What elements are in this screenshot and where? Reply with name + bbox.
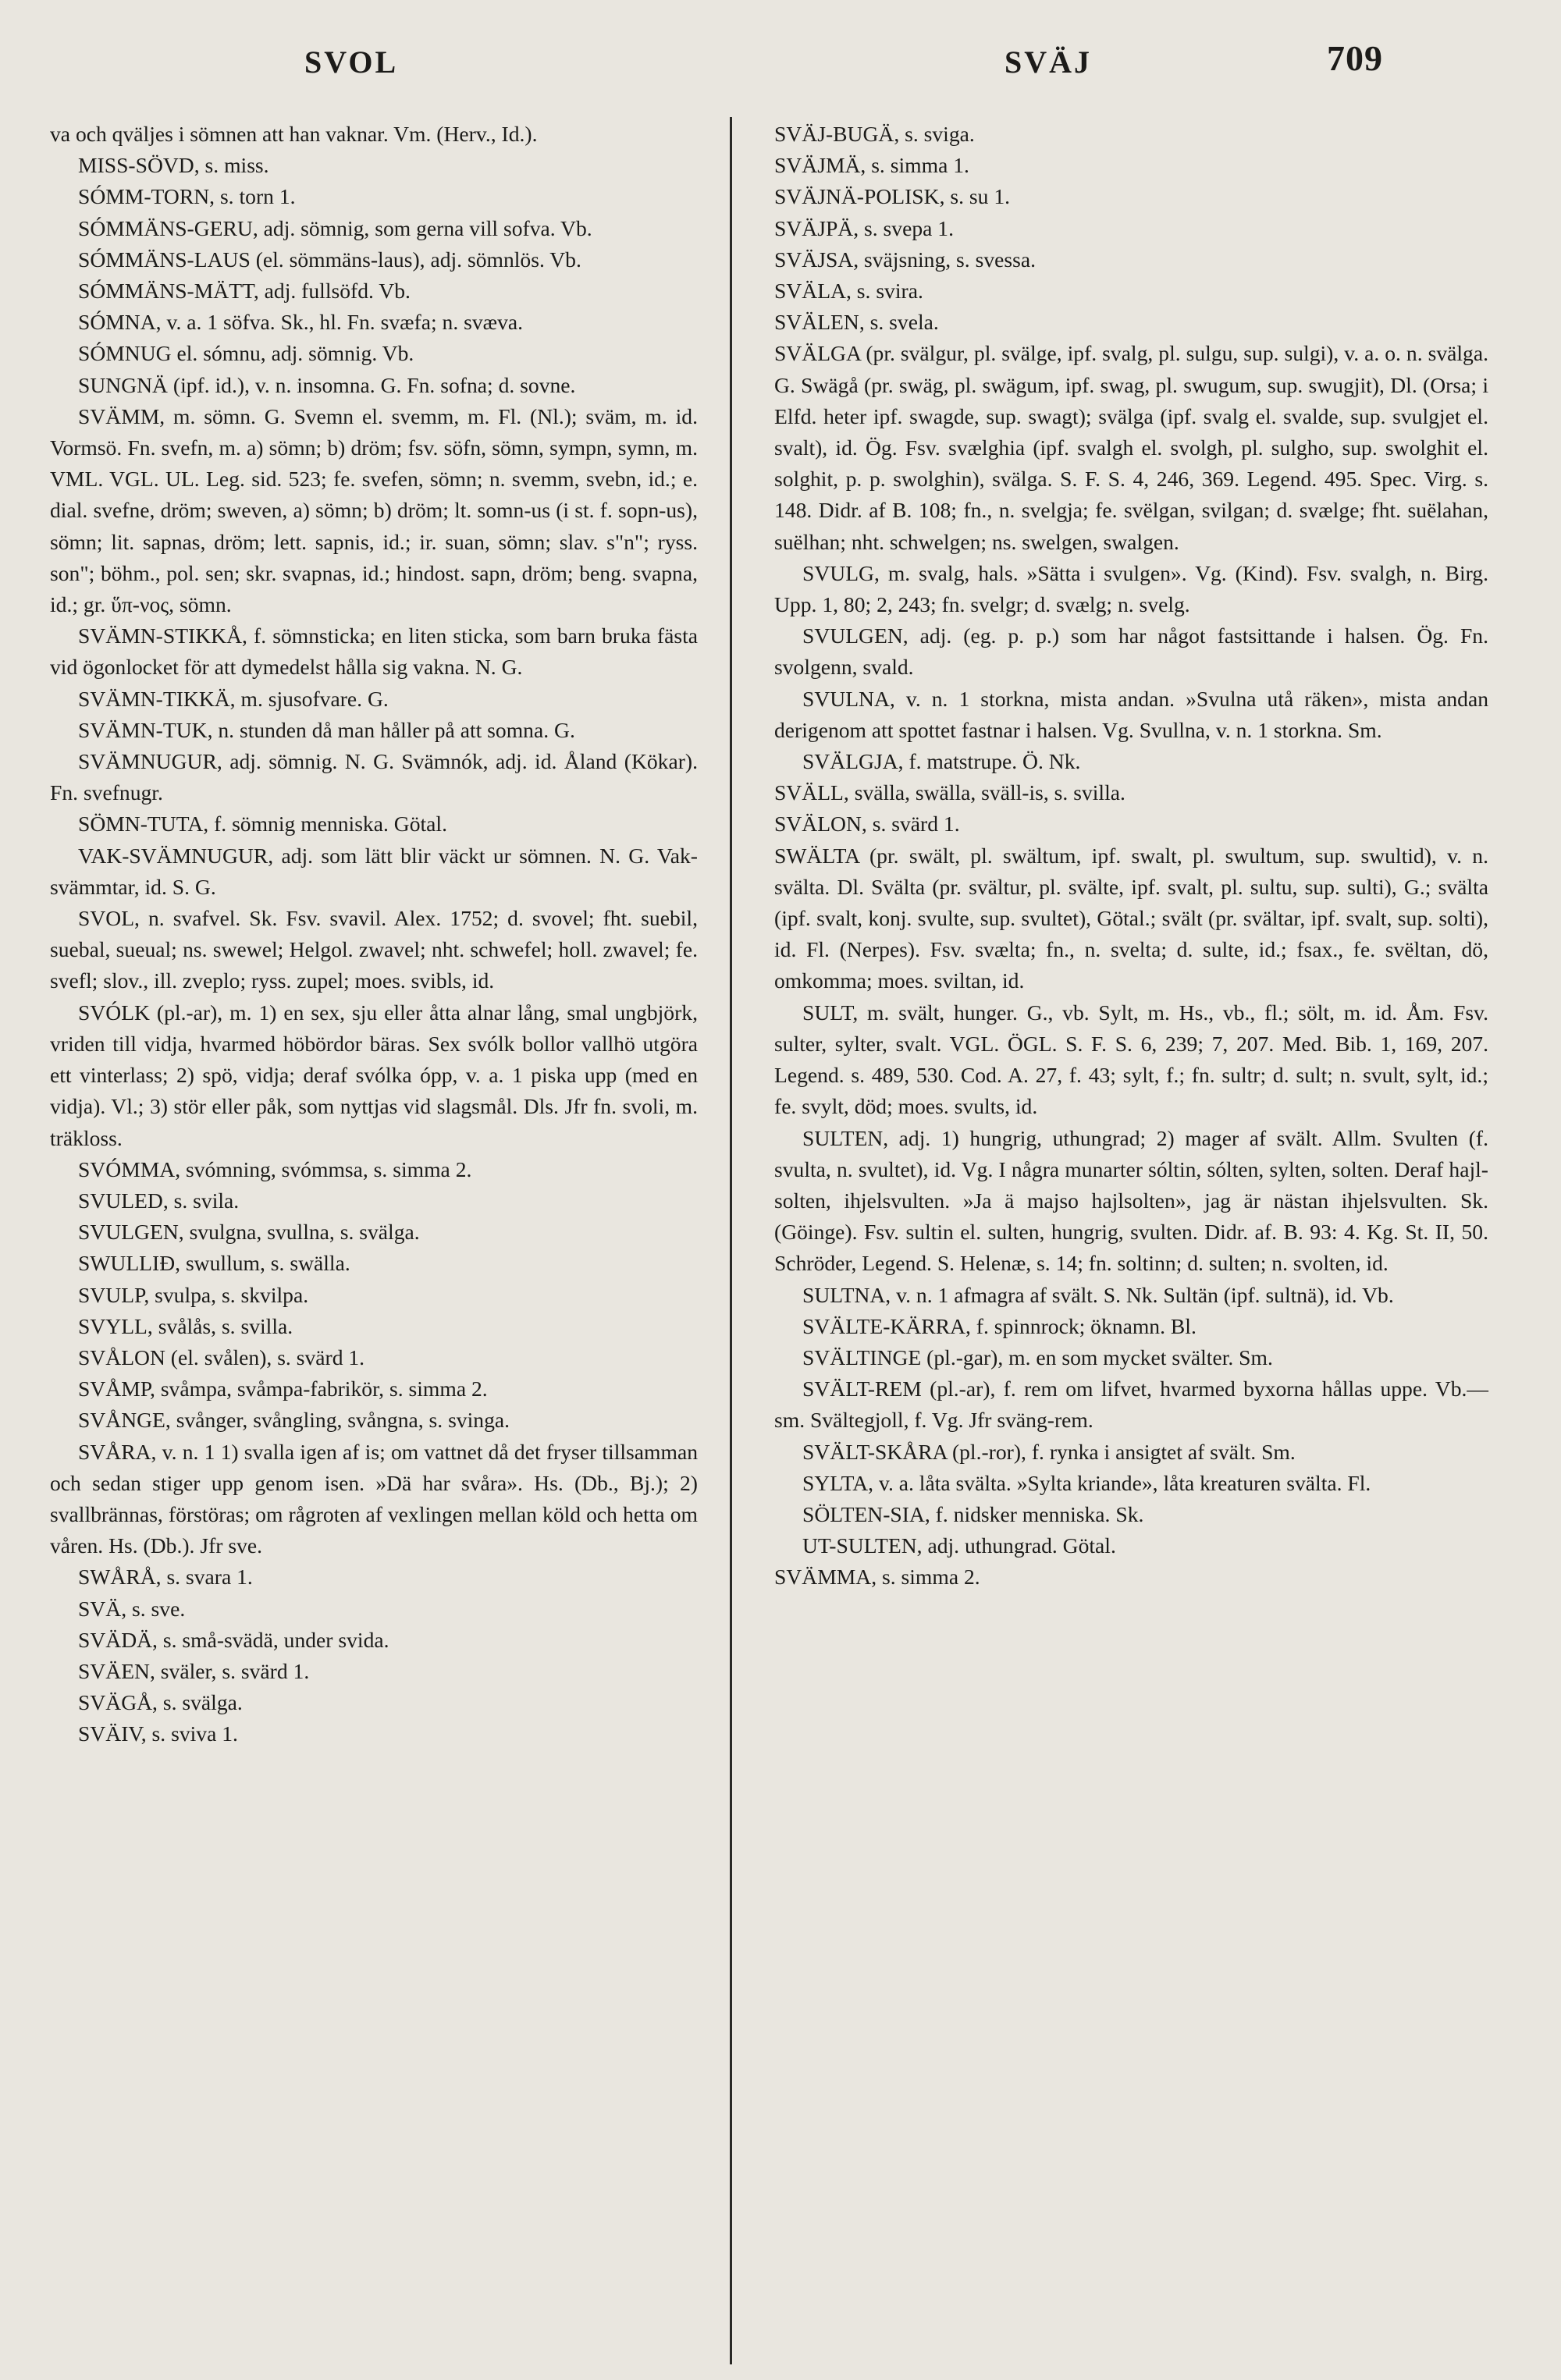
- dictionary-entry: SVÄDÄ, s. små-svädä, under svida.: [78, 1627, 389, 1652]
- dictionary-entry: SVÄGÅ, s. svälga.: [78, 1690, 243, 1715]
- dictionary-entry: SVÄJMÄ, s. simma 1.: [774, 153, 969, 178]
- dictionary-entry: SVYLL, svålås, s. svilla.: [78, 1313, 293, 1338]
- dictionary-entry: SVÄLGJA, f. matstrupe. Ö. Nk.: [802, 749, 1081, 774]
- dictionary-entry: SVÄIV, s. sviva 1.: [78, 1721, 238, 1746]
- dictionary-entry: SVULGEN, adj. (eg. p. p.) som har något fastsittande i halsen. Ög. Fn. svolgenn, svald.: [774, 623, 1488, 680]
- dictionary-entry: SVULNA, v. n. 1 storkna, mista andan. »Svulna utå räken», mista andan derigenom att spottet fastnar i halsen. Vg. Svullna, v. n. 1 storkna. Sm.: [774, 686, 1488, 742]
- right-guideword: SVÄJ: [1005, 44, 1093, 80]
- dictionary-entry: SWÅRÅ, s. svara 1.: [78, 1565, 253, 1590]
- dictionary-entry: SÖLTEN-SIA, f. nidsker menniska. Sk.: [802, 1501, 1144, 1526]
- right-column: [774, 119, 1488, 1593]
- dictionary-entry: SÓMNUG el. sómnu, adj. sömnig. Vb.: [78, 341, 414, 366]
- dictionary-entry: SÓMMÄNS-GERU, adj. sömnig, som gerna vill sofva. Vb.: [78, 215, 592, 240]
- dictionary-entry: SVOL, n. svafvel. Sk. Fsv. svavil. Alex. 1752; d. svovel; fht. suebil, suebal, sueual; ns. swewel; Helgol. zwavel; nht. schwefel; holl. zwavel; fe. svefl; slov., ill. zveplo; ryss. zupel; moes. svibls, id.: [50, 906, 698, 993]
- dictionary-entry: SÖMN-TUTA, f. sömnig menniska. Götal.: [78, 812, 447, 837]
- dictionary-entry: UT-SULTEN, adj. uthungrad. Götal.: [802, 1533, 1116, 1558]
- dictionary-entry: SVÓLK (pl.-ar), m. 1) en sex, sju eller åtta alnar lång, smal ungbjörk, vriden till vidja, hvarmed höbördor bäras. Sex svólk bollor vallhö utgöra ett vinterlass; 2) spö, vidja; deraf svólka ópp, v. a. 1 piska upp (med en vidja). Vl.; 3) stör eller påk, som nyttjas vid slagsmål. Dls. Jfr fn. svoli, m. träkloss.: [50, 1000, 698, 1150]
- dictionary-entry: SVÄJSA, sväjsning, s. svessa.: [774, 247, 1036, 272]
- dictionary-entry: SVULGEN, svulgna, svullna, s. svälga.: [78, 1220, 420, 1245]
- dictionary-entry: SVULG, m. svalg, hals. »Sätta i svulgen». Vg. (Kind). Fsv. svalgh, n. Birg. Upp. 1, 80; 2, 243; fn. svelgr; d. svælg; n. svelg.: [774, 560, 1488, 617]
- page-number: 709: [1327, 38, 1383, 78]
- left-guideword: SVOL: [304, 44, 399, 80]
- dictionary-entry: SVÅLON (el. svålen), s. svärd 1.: [78, 1345, 365, 1369]
- dictionary-entry: VAK-SVÄMNUGUR, adj. som lätt blir väckt ur sömnen. N. G. Vak-svämmtar, id. S. G.: [50, 843, 698, 899]
- dictionary-entry: SWÄLTA (pr. swält, pl. swältum, ipf. swalt, pl. swultum, sup. swultid), v. n. svälta. Dl. Svälta (pr. svältur, pl. svälte, ipf. svalt, pl. sultu, sup. sulti), G.; svälta (ipf. svalt, konj. svulte, sup. svultet), Götal.; svält (pr. svältar, ipf. svalt, sup. solti), id. Fl. (Nerpes). Fsv. svælta; fn., n. svelta; d. sulte, id.; fsax., fe. svëltan, dö, omkomma; moes. sviltan, id.: [774, 843, 1488, 993]
- dictionary-entry: SÓMMÄNS-LAUS (el. sömmäns-laus), adj. sömnlös. Vb.: [78, 247, 581, 272]
- dictionary-entry: SVÅMP, svåmpa, svåmpa-fabrikör, s. simma 2.: [78, 1376, 488, 1401]
- dictionary-entry: SVÄJPÄ, s. svepa 1.: [774, 215, 954, 240]
- dictionary-entry: SUNGNÄ (ipf. id.), v. n. insomna. G. Fn. sofna; d. sovne.: [78, 372, 576, 397]
- left-column: [50, 119, 698, 1750]
- dictionary-entry: va och qväljes i sömnen att han vaknar. Vm. (Herv., Id.).: [50, 122, 538, 146]
- dictionary-entry: SVÄLT-REM (pl.-ar), f. rem om lifvet, hvarmed byxorna hållas uppe. Vb.—sm. Svältegjoll, f. Vg. Jfr sväng-rem.: [774, 1376, 1488, 1433]
- dictionary-entry: SVÅRA, v. n. 1 1) svalla igen af is; om vattnet då det fryser tillsamman och sedan stiger upp genom isen. »Dä har svåra». Hs. (Db., Bj.); 2) svallbrännas, förstöras; om rågroten af vexlingen mellan köld och hetta om våren. Hs. (Db.). Jfr sve.: [50, 1439, 698, 1558]
- dictionary-entry: SVÄMN-STIKKÅ, f. sömnsticka; en liten sticka, som barn bruka fästa vid ögonlocket för att dymedelst hålla sig vakna. N. G.: [50, 623, 698, 680]
- dictionary-entry: SVÄJ-BUGÄ, s. sviga.: [774, 122, 975, 146]
- dictionary-entry: MISS-SÖVD, s. miss.: [78, 153, 269, 178]
- dictionary-entry: SVÄLT-SKÅRA (pl.-ror), f. rynka i ansigtet af svält. Sm.: [802, 1439, 1296, 1464]
- dictionary-entry: SVULP, svulpa, s. skvilpa.: [78, 1282, 309, 1307]
- dictionary-entry: SULT, m. svält, hunger. G., vb. Sylt, m. Hs., vb., fl.; sölt, m. id. Åm. Fsv. sulter, sylter, svalt. VGL. ÖGL. S. F. S. 6, 239; 7, 207. Med. Bib. 1, 169, 207. Legend. s. 489, 530. Cod. A. 27, f. 43; sylt, f.; fn. sultr; d. sult; n. svult, sylt, id.; fe. svylt, död; moes. svults, id.: [774, 1000, 1488, 1119]
- dictionary-entry: SULTNA, v. n. 1 afmagra af svält. S. Nk. Sultän (ipf. sultnä), id. Vb.: [802, 1282, 1394, 1307]
- dictionary-entry: SVÓMMA, svómning, svómmsa, s. simma 2.: [78, 1156, 472, 1181]
- dictionary-entry: SVULED, s. svila.: [78, 1188, 240, 1213]
- dictionary-entry: SULTEN, adj. 1) hungrig, uthungrad; 2) mager af svält. Allm. Svulten (f. svulta, n. svultet), id. Vg. I några munarter sóltin, sólten, sylten, solten. Deraf hajl-solten, ihjelsvulten. »Ja ä majso hajlsolten», jag är nästan ihjelsvulten. Sk. (Göinge). Fsv. sultin el. sulten, hungrig, svulten. Didr. af. B. 93: 4. Kg. St. II, 50. Schröder, Legend. S. Helenæ, s. 14; fn. soltinn; d. sulten; n. svolten, id.: [774, 1125, 1488, 1276]
- dictionary-entry: SÓMM-TORN, s. torn 1.: [78, 184, 296, 209]
- running-header: [0, 37, 1561, 92]
- dictionary-entry: SVÄLA, s. svira.: [774, 279, 923, 304]
- dictionary-entry: SÓMMÄNS-MÄTT, adj. fullsöfd. Vb.: [78, 279, 411, 304]
- dictionary-entry: SVÄLL, svälla, swälla, sväll-is, s. svilla.: [774, 780, 1125, 805]
- dictionary-entry: SVÄMN-TIKKÄ, m. sjusofvare. G.: [78, 686, 389, 711]
- dictionary-entry: SVÄLTE-KÄRRA, f. spinnrock; öknamn. Bl.: [802, 1313, 1197, 1338]
- dictionary-entry: SÓMNA, v. a. 1 söfva. Sk., hl. Fn. svæfa; n. svæva.: [78, 310, 524, 335]
- dictionary-entry: SVÄ, s. sve.: [78, 1596, 186, 1621]
- dictionary-entry: SVÄLTINGE (pl.-gar), m. en som mycket svälter. Sm.: [802, 1345, 1273, 1369]
- dictionary-entry: SVÄJNÄ-POLISK, s. su 1.: [774, 184, 1011, 209]
- column-divider: [730, 117, 732, 2364]
- dictionary-entry: SWULLIÐ, swullum, s. swälla.: [78, 1251, 350, 1276]
- dictionary-entry: SVÄMMA, s. simma 2.: [774, 1565, 980, 1590]
- dictionary-entry: SVÄMNUGUR, adj. sömnig. N. G. Svämnók, adj. id. Åland (Kökar). Fn. svefnugr.: [50, 749, 698, 805]
- dictionary-entry: SVÄLGA (pr. svälgur, pl. svälge, ipf. svalg, pl. sulgu, sup. sulgi), v. a. o. n. svälga. G. Swägå (pr. swäg, pl. swägum, ipf. swag, pl. swugum, sup. swugjit), Dl. (Orsa; i Elfd. heter ipf. swagde, sup. swagt); svälga (ipf. svalg el. svalde, sup. svulgjet el. svalt), id. Ög. Fsv. svælghia (ipf. svalgh el. svolgh, pl. sulgho, sup. swolghit el. solghit, p. p. swolghin), svälga. S. F. S. 4, 246, 369. Legend. 495. Spec. Virg. s. 148. Didr. af B. 108; fn., n. svelgja; fe. svëlgan, svilgan; d. svælge; fht. suëlahan, suëlhan; nht. schwelgen; ns. swelgen, swalgen.: [774, 341, 1488, 554]
- dictionary-entry: SYLTA, v. a. låta svälta. »Sylta kriande», låta kreaturen svälta. Fl.: [802, 1470, 1371, 1495]
- dictionary-entry: SVÄMM, m. sömn. G. Svemn el. svemm, m. Fl. (Nl.); sväm, m. id. Vormsö. Fn. svefn, m. a) sömn; b) dröm; fsv. söfn, sömn, sympn, symn, m. VML. VGL. UL. Leg. sid. 523; fe. svefen, sömn; n. svemm, svebn, id.; e. dial. svefne, dröm; sweven, a) sömn; b) dröm; lt. somn-us (i st. f. sopn-us), sömn; lit. sapnas, dröm; lett. sapnis, id.; ir. suan, sömn; slav. s"n"; ryss. son"; böhm., pol. sen; skr. svapnas, id.; hindost. sapn, dröm; beng. svapna, id.; gr. ὕπ-νος, sömn.: [50, 403, 698, 617]
- dictionary-entry: SVÅNGE, svånger, svångling, svångna, s. svinga.: [78, 1408, 510, 1433]
- dictionary-entry: SVÄMN-TUK, n. stunden då man håller på att somna. G.: [78, 717, 575, 742]
- dictionary-entry: SVÄEN, sväler, s. svärd 1.: [78, 1658, 310, 1683]
- dictionary-entry: SVÄLEN, s. svela.: [774, 310, 939, 335]
- dictionary-entry: SVÄLON, s. svärd 1.: [774, 812, 960, 837]
